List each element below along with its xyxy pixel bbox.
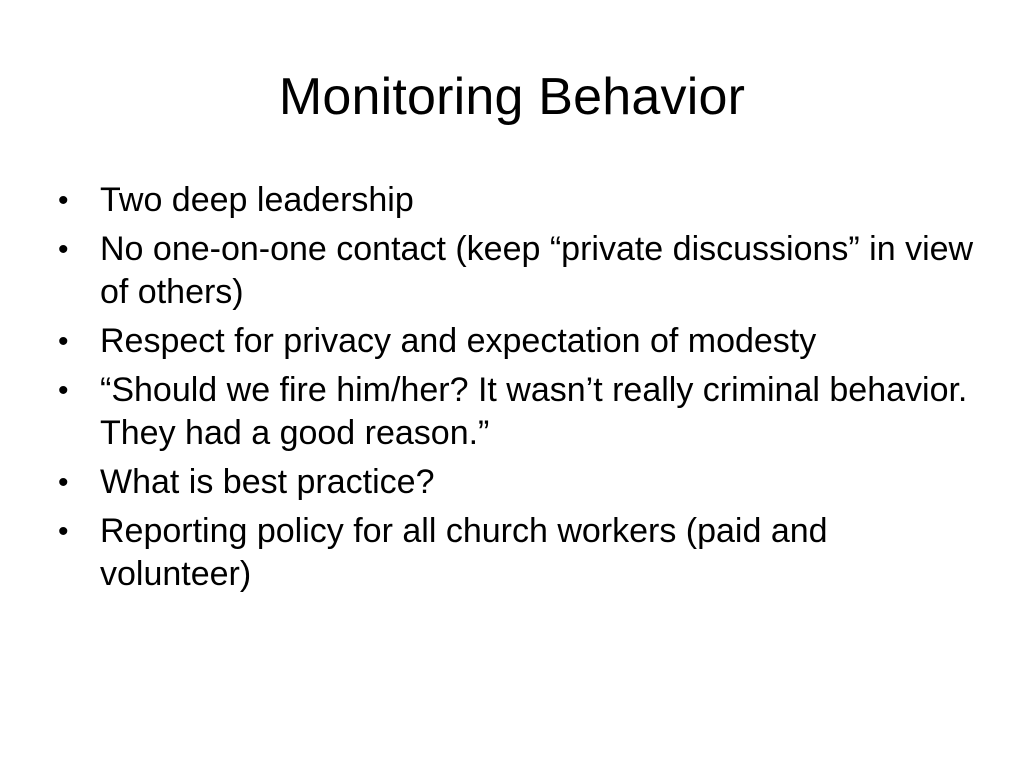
bullet-item bbox=[58, 461, 978, 504]
bullet-dot: • bbox=[58, 325, 69, 358]
bullet-dot: • bbox=[58, 466, 69, 499]
bullet-item bbox=[58, 369, 978, 455]
slide-title: Monitoring Behavior bbox=[278, 68, 746, 126]
bullet-text: Reporting policy for all church workers (paid and volunteer) bbox=[100, 512, 828, 593]
bullet-dot: • bbox=[58, 374, 69, 407]
bullet-dot: • bbox=[58, 184, 69, 217]
bullet-item bbox=[58, 179, 978, 222]
bullet-item bbox=[58, 510, 978, 596]
bullet-item bbox=[58, 320, 978, 363]
bullet-dot: • bbox=[58, 233, 69, 266]
bullet-item bbox=[58, 228, 978, 314]
bullet-text: No one-on-one contact (keep “private discussions” in view of others) bbox=[100, 230, 974, 311]
bullet-text: “Should we fire him/her? It wasn’t really criminal behavior. They had a good reason.” bbox=[100, 371, 968, 452]
bullet-text: Respect for privacy and expectation of modesty bbox=[100, 322, 817, 360]
bullet-text: Two deep leadership bbox=[100, 181, 414, 219]
bullet-dot: • bbox=[58, 515, 69, 548]
bullet-text: What is best practice? bbox=[100, 463, 435, 501]
bullet-list bbox=[58, 179, 978, 602]
